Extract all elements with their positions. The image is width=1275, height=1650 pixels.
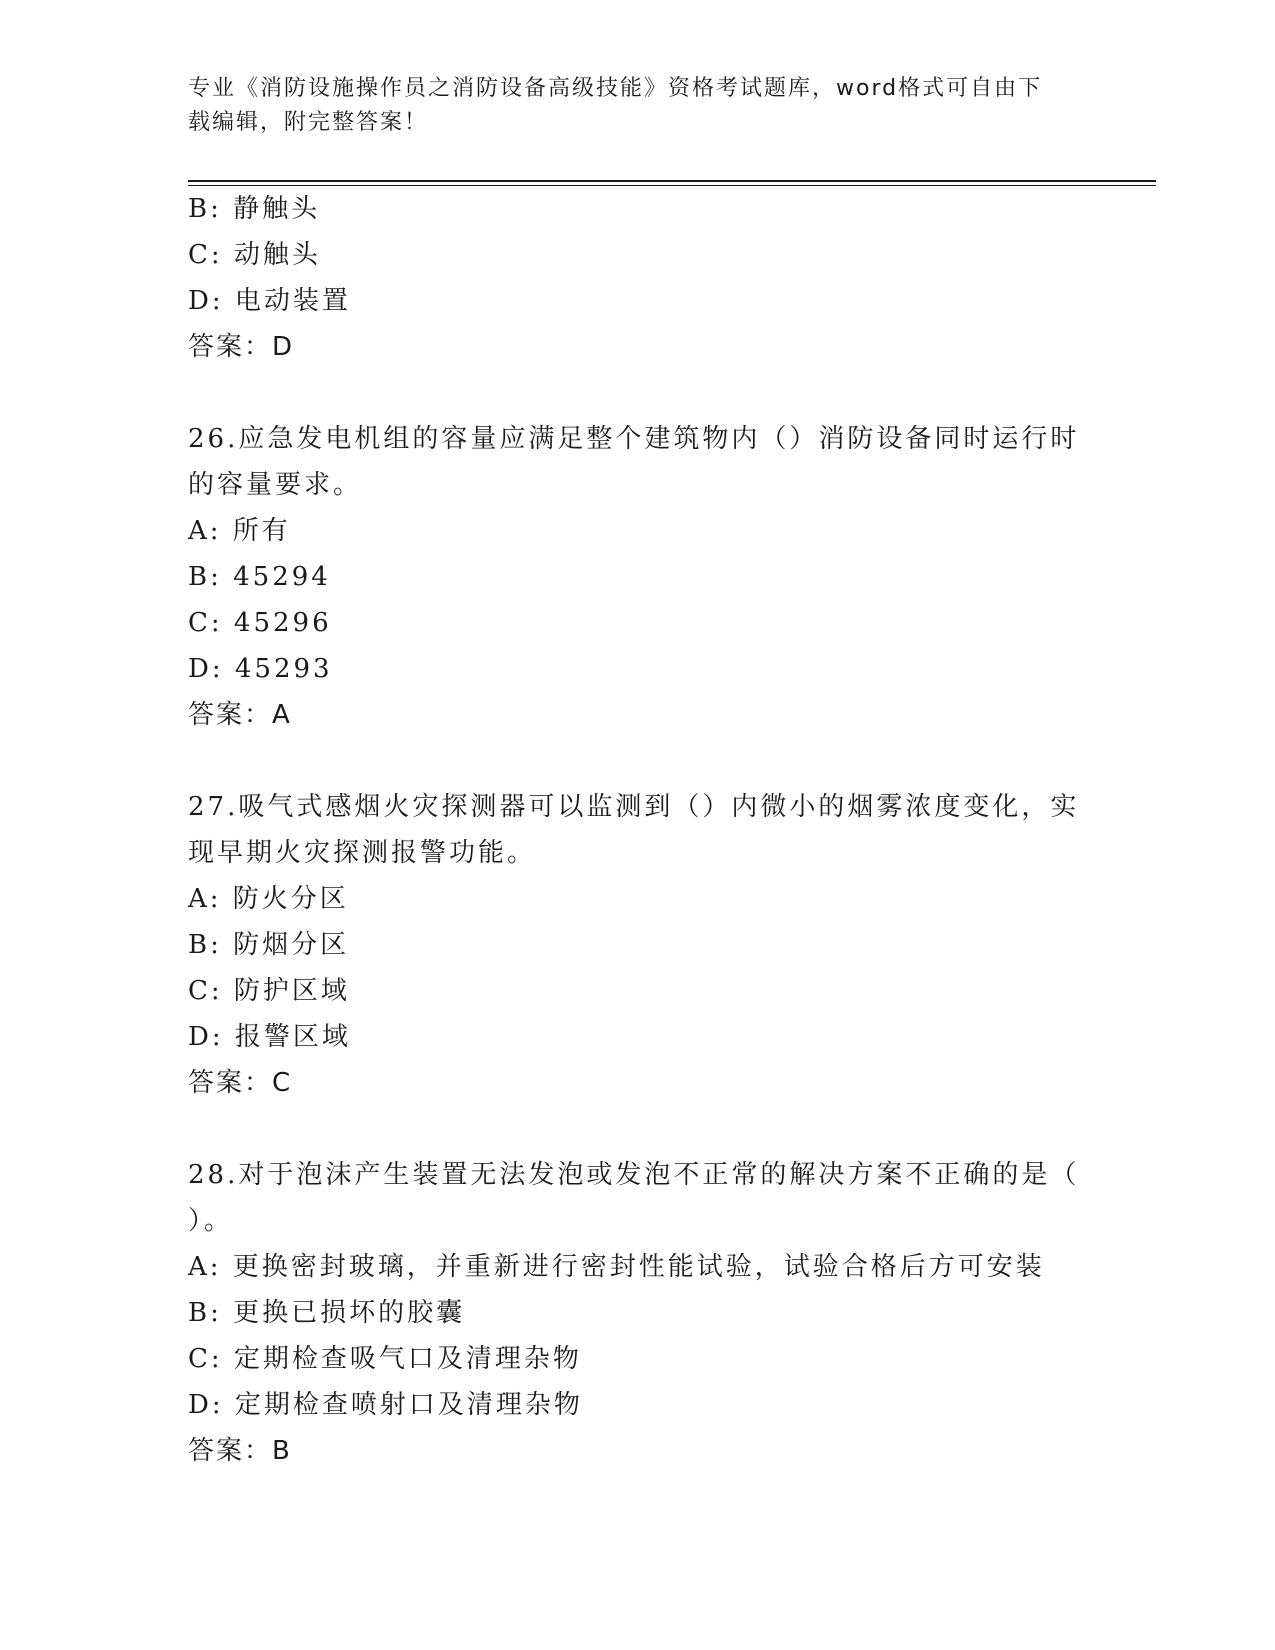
- question-text-line-2: 的容量要求。: [188, 470, 363, 500]
- question-26: [188, 416, 1088, 738]
- option-d: D: 电动装置: [188, 286, 351, 316]
- option-d: D: 定期检查喷射口及清理杂物: [188, 1390, 583, 1420]
- question-list: [188, 186, 1088, 1474]
- question-text-line-1: 28.对于泡沫产生装置无法发泡或发泡不正常的解决方案不正确的是（: [188, 1160, 1080, 1190]
- header-rule-thick: [188, 180, 1156, 182]
- answer: 答案：D: [188, 332, 295, 362]
- page-header: [188, 72, 1068, 140]
- option-c: C: 45296: [188, 608, 332, 638]
- question-27: [188, 784, 1088, 1106]
- option-b: B: 防烟分区: [188, 930, 350, 960]
- question-28: [188, 1152, 1088, 1474]
- option-a: A: 所有: [188, 516, 291, 546]
- option-b: B: 45294: [188, 562, 331, 592]
- option-c: C: 防护区域: [188, 976, 350, 1006]
- question-text-line-2: 现早期火灾探测报警功能。: [188, 838, 537, 868]
- question-text-line-1: 26.应急发电机组的容量应满足整个建筑物内（）消防设备同时运行时: [188, 424, 1080, 454]
- answer: 答案：B: [188, 1436, 292, 1466]
- question-text-line-1: 27.吸气式感烟火灾探测器可以监测到（）内微小的烟雾浓度变化，实: [188, 792, 1080, 822]
- answer: 答案：A: [188, 700, 292, 730]
- option-a: A: 防火分区: [188, 884, 349, 914]
- option-b: B: 更换已损坏的胶囊: [188, 1298, 466, 1328]
- header-line-2: 载编辑，附完整答案！: [188, 110, 429, 135]
- header-line-1: 专业《消防设施操作员之消防设备高级技能》资格考试题库，word格式可自由下: [188, 76, 1043, 101]
- option-b: B: 静触头: [188, 194, 321, 224]
- option-a: A: 更换密封玻璃，并重新进行密封性能试验，试验合格后方可安装: [188, 1252, 1045, 1282]
- question-25-tail: [188, 186, 1088, 370]
- option-d: D: 45293: [188, 654, 333, 684]
- option-c: C: 定期检查吸气口及清理杂物: [188, 1344, 582, 1374]
- option-d: D: 报警区域: [188, 1022, 351, 1052]
- question-text-line-2: ）。: [188, 1206, 234, 1236]
- option-c: C: 动触头: [188, 240, 321, 270]
- answer: 答案：C: [188, 1068, 293, 1098]
